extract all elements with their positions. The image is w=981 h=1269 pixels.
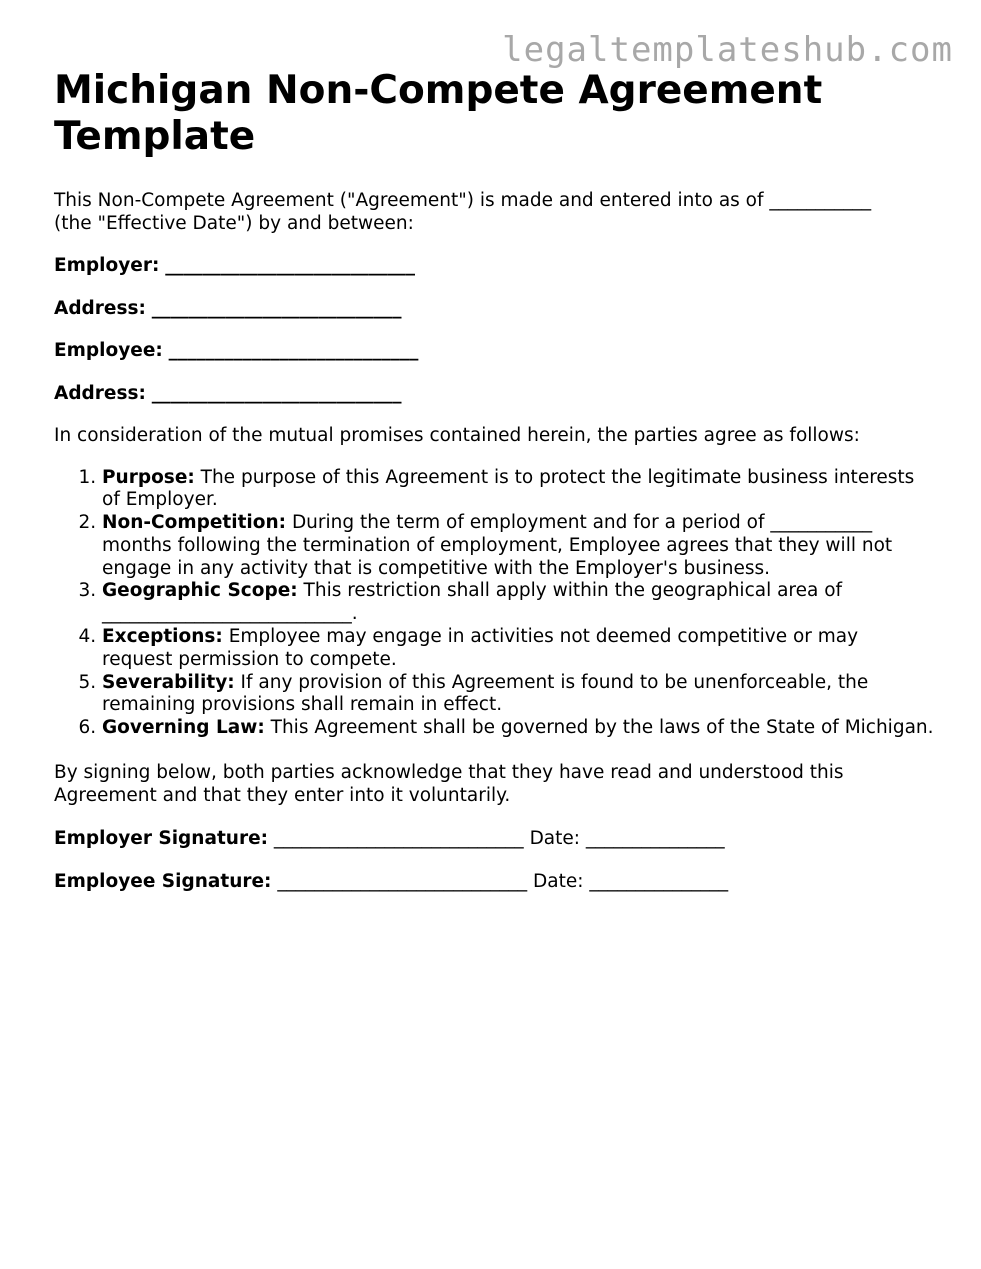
employee-label: Employee: xyxy=(54,340,163,361)
employee-address-field xyxy=(54,383,934,406)
clause-text: Employee may engage in activities not deemed competitive or may request permission to compete. xyxy=(102,626,859,670)
clause-title: Purpose: xyxy=(102,466,195,488)
employer-blank[interactable]: ___________________________ xyxy=(165,255,415,276)
clause-governing-law xyxy=(102,717,934,740)
clause-title: Geographic Scope: xyxy=(102,580,298,602)
employer-label: Employer: xyxy=(54,255,160,276)
clause-text: The purpose of this Agreement is to protect the legitimate business interests of Employer. xyxy=(102,466,915,511)
clause-text: This Agreement shall be governed by the laws of the State of Michigan. xyxy=(270,717,934,739)
intro-text-2: (the "Effective Date") by and between: xyxy=(54,212,414,234)
clause-geographic-scope xyxy=(102,580,934,626)
employer-signature-label: Employer Signature: xyxy=(54,828,269,850)
acknowledgement-text: By signing below, both parties acknowledge that they have read and understood this Agreement and that they enter into it voluntarily. xyxy=(54,762,844,806)
clause-non-competition xyxy=(102,512,934,580)
intro-text: This Non-Compete Agreement ("Agreement") is made and entered into as of xyxy=(54,190,764,211)
employer-signature-blank[interactable]: ___________________________ xyxy=(273,828,524,850)
employer-address-label: Address: xyxy=(54,297,146,319)
employee-date-label: Date: xyxy=(532,870,584,892)
clause-title: Non-Competition: xyxy=(102,512,287,534)
employee-signature-blank[interactable]: ___________________________ xyxy=(277,870,528,892)
employee-date-blank[interactable]: _______________ xyxy=(589,870,729,892)
clause-list xyxy=(54,467,934,741)
employee-signature-label: Employee Signature: xyxy=(54,870,272,892)
document-page xyxy=(54,68,934,893)
page-title: Michigan Non-Compete Agreement Template xyxy=(54,68,823,159)
employer-field xyxy=(54,255,934,278)
employer-date-label: Date: xyxy=(529,828,581,850)
employer-date-blank[interactable]: _______________ xyxy=(585,828,725,850)
employee-signature-line xyxy=(54,871,934,894)
consideration-text: In consideration of the mutual promises contained herein, the parties agree as follows: xyxy=(54,425,860,446)
employer-address-field xyxy=(54,298,934,321)
clause-title: Governing Law: xyxy=(102,717,265,739)
clause-purpose xyxy=(102,467,934,513)
clause-exceptions xyxy=(102,626,934,672)
effective-date-blank[interactable]: ___________ xyxy=(769,190,872,211)
clause-title: Exceptions: xyxy=(102,626,223,648)
clause-severability xyxy=(102,672,934,718)
employee-field xyxy=(54,340,934,363)
intro-paragraph xyxy=(54,190,934,235)
employer-address-blank[interactable]: ___________________________ xyxy=(151,297,402,319)
employer-signature-line xyxy=(54,828,934,851)
employee-blank[interactable]: ___________________________ xyxy=(168,340,419,361)
employee-address-blank[interactable]: ___________________________ xyxy=(151,382,402,404)
employee-address-label: Address: xyxy=(54,382,146,404)
clause-text: During the term of employment and for a period of ___________ months following the termination of employment, Employee agrees that they will not engage in any activity that is competitive with the Employer's business. xyxy=(102,512,893,579)
clause-title: Severability: xyxy=(102,671,235,693)
clause-text: If any provision of this Agreement is found to be unenforceable, the remaining provisions shall remain in effect. xyxy=(102,671,869,716)
clause-text: This restriction shall apply within the geographical area of ___________________________. xyxy=(102,580,843,625)
watermark: legaltemplateshub.com xyxy=(502,30,953,70)
